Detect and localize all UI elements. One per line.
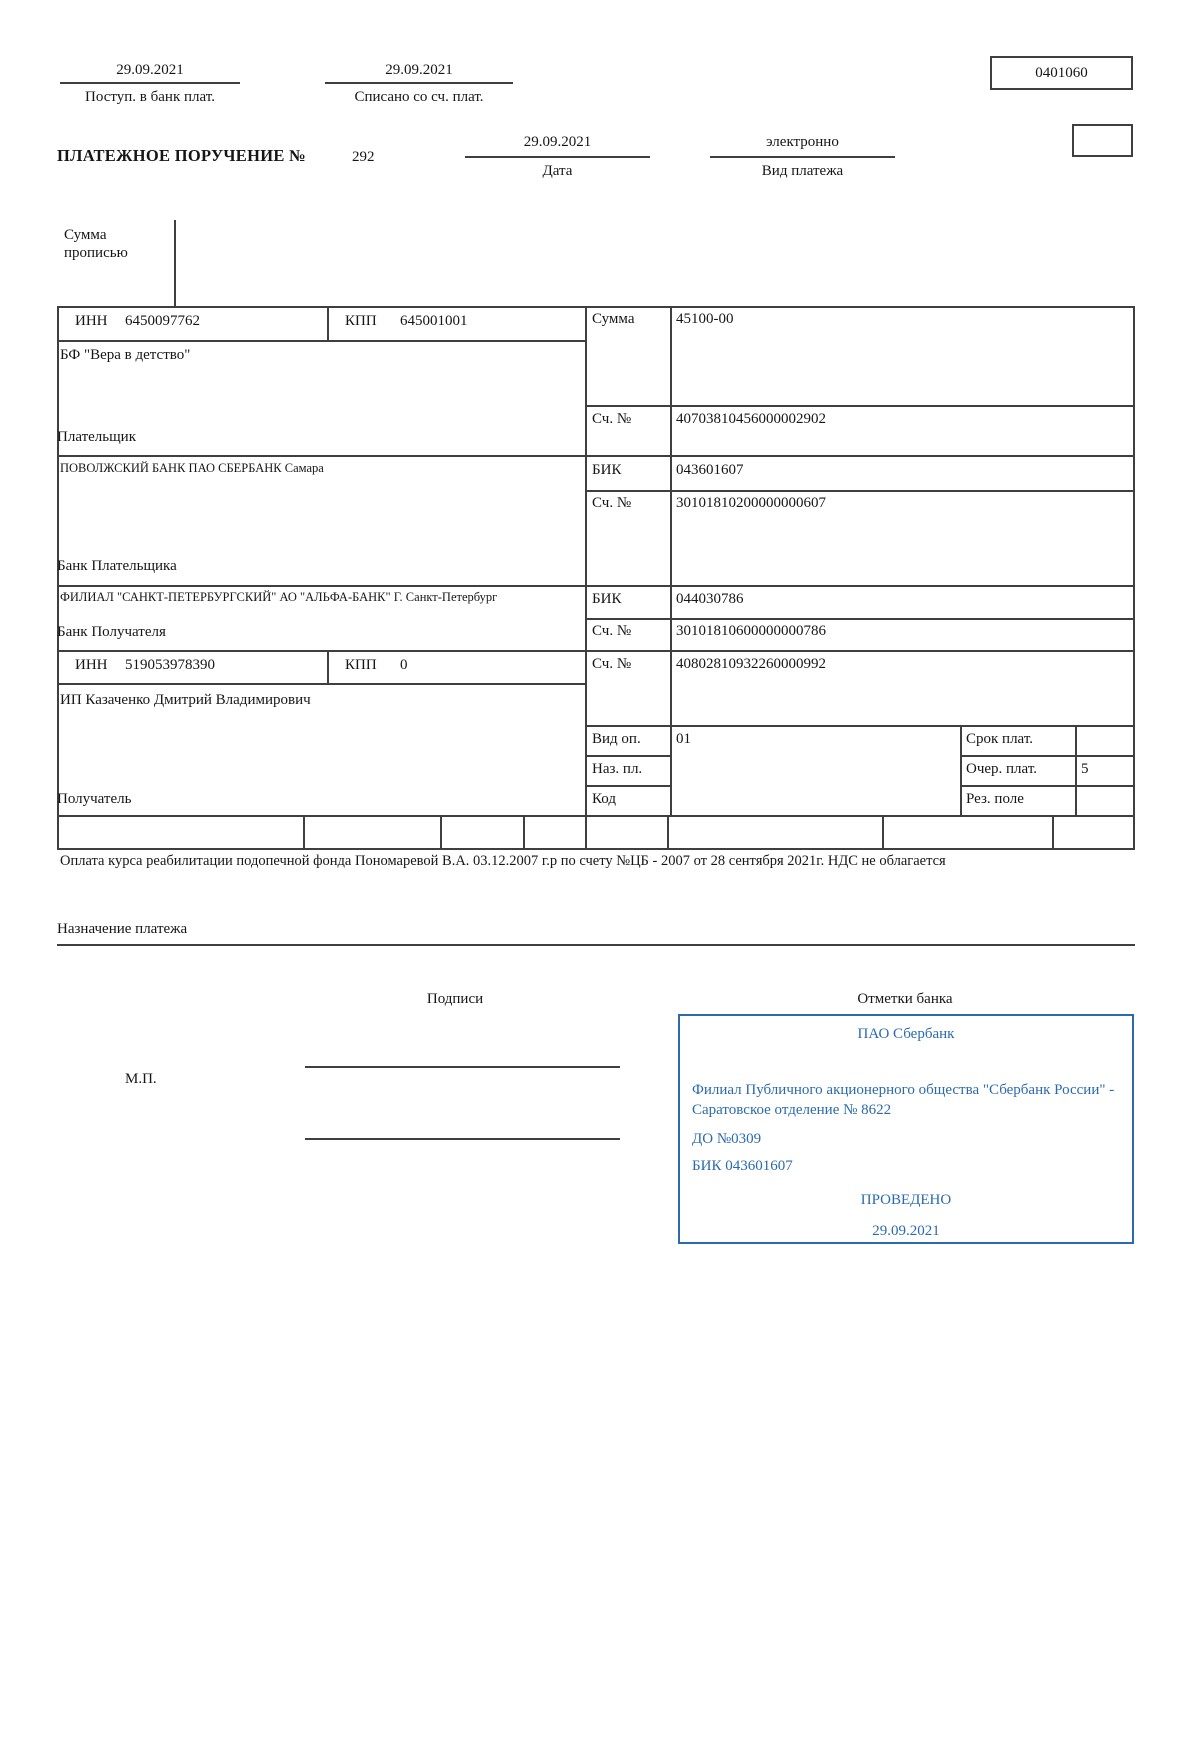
line	[57, 944, 1135, 946]
beneficiary-bank-name: ФИЛИАЛ "САНКТ-ПЕТЕРБУРГСКИЙ" АО "АЛЬФА-БАНК" Г. Санкт-Петербург	[60, 590, 498, 604]
line	[325, 82, 513, 84]
amount-value: 45100-00	[676, 311, 734, 327]
stamp-date: 29.09.2021	[872, 1223, 940, 1239]
payment-kind-label: Вид платежа	[761, 163, 844, 179]
payer-inn-label: ИНН	[75, 313, 108, 329]
signature-line	[305, 1066, 620, 1068]
document-date: 29.09.2021	[523, 134, 592, 150]
line	[327, 650, 329, 685]
line	[585, 785, 672, 787]
line	[960, 725, 962, 817]
bank-stamp	[678, 1014, 1134, 1244]
beneficiary-inn-label: ИНН	[75, 657, 108, 673]
line	[1052, 815, 1054, 848]
line	[60, 82, 240, 84]
vid-op-value: 01	[676, 731, 691, 747]
received-label: Поступ. в банк плат.	[85, 89, 215, 105]
line	[57, 815, 1135, 817]
line	[882, 815, 884, 848]
vid-op-label: Вид оп.	[592, 731, 641, 747]
srok-plat-label: Срок плат.	[966, 731, 1034, 747]
line	[440, 815, 442, 848]
stamp-place-label: М.П.	[125, 1071, 157, 1087]
beneficiary-bank-bik-value: 044030786	[676, 591, 744, 607]
beneficiary-name: ИП Казаченко Дмитрий Владимирович	[60, 692, 311, 708]
document-title: ПЛАТЕЖНОЕ ПОРУЧЕНИЕ №	[57, 146, 306, 165]
line	[57, 585, 1135, 587]
beneficiary-inn-value: 519053978390	[125, 657, 215, 673]
beneficiary-kpp-label: КПП	[345, 657, 377, 673]
payer-bank-name: ПОВОЛЖСКИЙ БАНК ПАО СБЕРБАНК Самара	[60, 461, 324, 475]
stamp-office: ДО №0309	[692, 1131, 762, 1147]
line	[465, 156, 650, 158]
debited-date: 29.09.2021	[385, 62, 453, 78]
payer-bank-bik-label: БИК	[592, 462, 622, 478]
stamp-bank-name: ПАО Сбербанк	[857, 1026, 955, 1042]
beneficiary-bank-account-value: 30101810600000000786	[676, 623, 826, 639]
line	[1133, 306, 1135, 850]
line	[57, 848, 1135, 850]
payer-kpp-value: 645001001	[400, 313, 468, 329]
received-date: 29.09.2021	[116, 62, 184, 78]
naz-pl-label: Наз. пл.	[592, 761, 643, 777]
line	[57, 683, 587, 685]
rez-pole-label: Рез. поле	[966, 791, 1024, 807]
payer-account-value: 40703810456000002902	[676, 411, 826, 427]
payer-bank-label: Банк Плательщика	[57, 558, 177, 574]
line	[303, 815, 305, 848]
signature-line	[305, 1138, 620, 1140]
payer-account-label: Сч. №	[592, 411, 632, 427]
payment-kind-value: электронно	[766, 134, 839, 150]
date-label: Дата	[542, 163, 573, 179]
line	[585, 618, 1135, 620]
ocher-plat-value: 5	[1081, 761, 1089, 777]
payer-inn-value: 6450097762	[125, 313, 200, 329]
line	[57, 455, 1135, 457]
line	[585, 490, 1135, 492]
line	[667, 815, 669, 848]
payer-bank-account-value: 30101810200000000607	[676, 495, 826, 511]
line	[585, 405, 1135, 407]
line	[710, 156, 895, 158]
bank-marks-label: Отметки банка	[857, 991, 953, 1007]
signatures-label: Подписи	[426, 991, 484, 1007]
beneficiary-account-label: Сч. №	[592, 656, 632, 672]
stamp-branch: Филиал Публичного акционерного общества "Сбербанк России" - Саратовское отделение № 8622	[692, 1082, 1115, 1119]
line	[960, 785, 1135, 787]
stamp-status: ПРОВЕДЕНО	[860, 1192, 952, 1208]
line	[57, 650, 1135, 652]
payer-name: БФ "Вера в детство"	[60, 347, 191, 363]
beneficiary-bank-bik-label: БИК	[592, 591, 622, 607]
ocher-plat-label: Очер. плат.	[966, 761, 1037, 777]
beneficiary-kpp-value: 0	[400, 657, 408, 673]
document-number: 292	[352, 149, 375, 165]
line	[57, 340, 587, 342]
payer-kpp-label: КПП	[345, 313, 377, 329]
line	[670, 306, 672, 817]
kod-label: Код	[592, 791, 616, 807]
beneficiary-account-value: 40802810932260000992	[676, 656, 826, 672]
line	[585, 725, 1135, 727]
amount-words-label: Сумма прописью	[64, 227, 128, 261]
empty-code-box	[1072, 124, 1133, 157]
line	[585, 306, 587, 850]
line	[57, 306, 1135, 308]
line	[1075, 725, 1077, 817]
form-code-box: 0401060	[990, 56, 1133, 90]
line	[960, 755, 1135, 757]
amount-label: Сумма	[592, 311, 635, 327]
stamp-bik: БИК 043601607	[692, 1158, 793, 1174]
purpose-label: Назначение платежа	[57, 921, 188, 937]
line	[523, 815, 525, 848]
purpose-text: Оплата курса реабилитации подопечной фонда Пономаревой В.А. 03.12.2007 г.р по счету №ЦБ - 2007 от 28 сентября 2021г. НДС не облагается	[60, 853, 946, 869]
debited-label: Списано со сч. плат.	[354, 89, 484, 105]
line	[174, 220, 176, 306]
beneficiary-bank-label: Банк Получателя	[57, 624, 166, 640]
line	[57, 306, 59, 850]
beneficiary-bank-account-label: Сч. №	[592, 623, 632, 639]
line	[327, 306, 329, 342]
line	[585, 755, 672, 757]
beneficiary-label: Получатель	[57, 791, 132, 807]
payer-bank-bik-value: 043601607	[676, 462, 744, 478]
payer-label: Плательщик	[57, 429, 136, 445]
payer-bank-account-label: Сч. №	[592, 495, 632, 511]
